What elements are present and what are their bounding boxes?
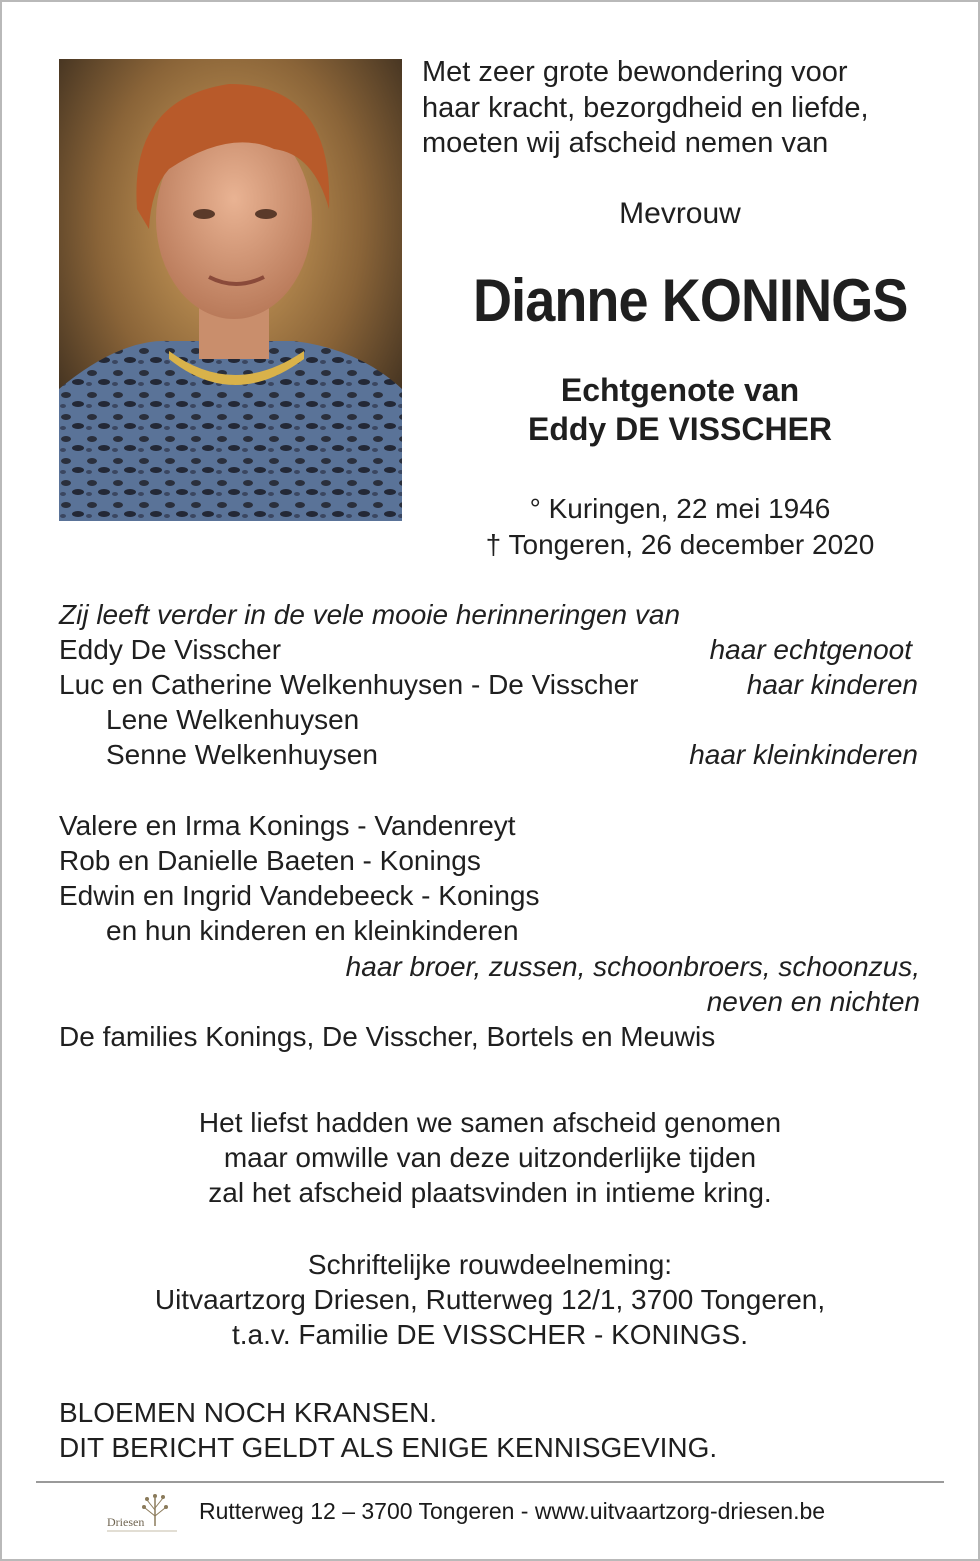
intro-line: moeten wij afscheid nemen van [422,127,829,159]
condolence-line: t.a.v. Familie DE VISSCHER - KONINGS. [231,1319,749,1350]
spouse-name: Eddy DE VISSCHER [527,411,833,447]
salutation: Mevrouw [619,197,741,230]
sibling-name: Rob en Danielle Baeten - Konings [59,845,481,876]
siblings-relation: haar broer, zussen, schoonbroers, schoonzus, [345,951,920,982]
death-date: † Tongeren, 26 december 2020 [485,529,875,560]
spouse-label: Echtgenote van [560,372,800,408]
siblings-relation: neven en nichten [706,986,920,1017]
notice-line: DIT BERICHT GELDT ALS ENIGE KENNISGEVING. [59,1432,718,1463]
farewell-line: zal het afscheid plaatsvinden in intieme kring. [208,1177,772,1208]
farewell-line: maar omwille van deze uitzonderlijke tijden [223,1142,757,1173]
intro-text [422,55,869,162]
footer-address: Rutterweg 12 – 3700 Tongeren - www.uitvaartzorg-driesen.be [199,1498,826,1524]
deceased-name: Dianne KONINGS [473,267,908,334]
logo-text: Driesen [107,1515,145,1529]
intro-line: haar kracht, bezorgdheid en liefde, [422,91,869,124]
condolence-line: Uitvaartzorg Driesen, Rutterweg 12/1, 3700 Tongeren, [154,1284,826,1315]
tree-icon [103,1490,183,1540]
family-member-name: Luc en Catherine Welkenhuysen - De Visscher [59,669,639,700]
family-member-name: Eddy De Visscher [59,634,282,665]
dates-block [450,491,910,563]
family-member-name: Senne Welkenhuysen [106,739,378,770]
portrait-photo [59,59,402,521]
family-intro: Zij leeft verder in de vele mooie herinneringen van [59,599,681,630]
sibling-name: Valere en Irma Konings - Vandenreyt [59,810,516,841]
family-relation: haar echtgenoot [709,634,912,665]
funeral-home-logo [103,1490,183,1540]
family-member-name: Lene Welkenhuysen [106,704,360,735]
family-relation: haar kleinkinderen [689,739,918,770]
portrait-illustration [59,59,402,521]
footer-divider [36,1481,944,1483]
birth-date: ° Kuringen, 22 mei 1946 [529,493,831,524]
extended-families: De families Konings, De Visscher, Bortels en Meuwis [59,1021,716,1052]
sibling-descendants: en hun kinderen en kleinkinderen [106,915,519,946]
farewell-line: Het liefst hadden we samen afscheid genomen [198,1107,782,1138]
spouse-block [450,371,910,449]
sibling-name: Edwin en Ingrid Vandebeeck - Konings [59,880,540,911]
family-relation: haar kinderen [746,669,918,700]
condolence-line: Schriftelijke rouwdeelneming: [307,1249,673,1280]
notice-line: BLOEMEN NOCH KRANSEN. [59,1397,438,1428]
intro-line: Met zeer grote bewondering voor [422,56,848,88]
